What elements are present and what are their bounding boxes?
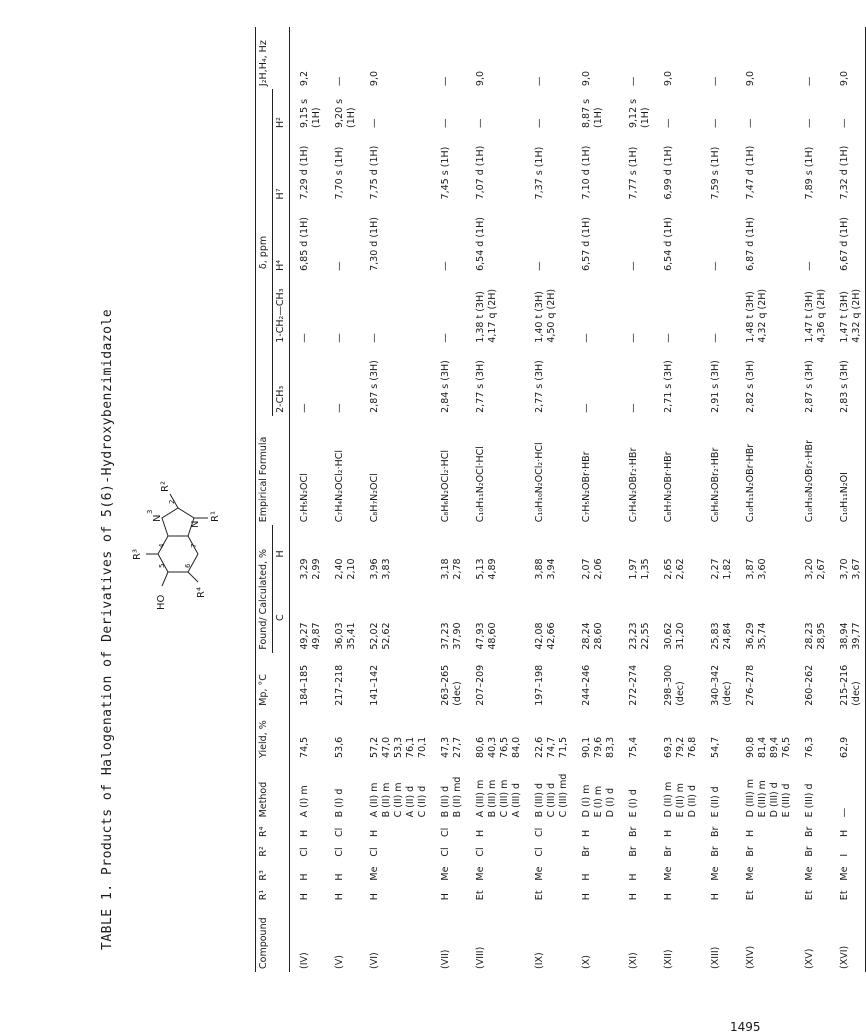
table-row: [466, 27, 525, 972]
cell-compound: (X): [581, 955, 592, 969]
cell-ch3: 2,87 s (3H): [804, 360, 815, 413]
r4-label: R⁴: [196, 587, 207, 598]
cell-h4: 7,30 d (1H): [369, 217, 380, 271]
cell-j: —: [334, 76, 345, 87]
cell-method: A (II) m B (II) m C (II) m A (II) d C (II) d: [369, 782, 428, 818]
table-row: [701, 27, 736, 972]
cell-mp: 244–246: [581, 664, 592, 706]
cell-yield: 57,2 47,0 53,3 76,1 70,1: [369, 736, 428, 758]
cell-r1: H: [581, 893, 592, 901]
cell-ch3: 2,83 s (3H): [830, 346, 866, 416]
cell-ch3: —: [334, 403, 345, 413]
cell-compound: (XI): [628, 952, 639, 969]
cell-ch3: —: [581, 403, 592, 413]
position-5-label: 5: [158, 563, 166, 568]
cell-r2: Br: [628, 846, 639, 857]
cell-r2: Br: [663, 846, 674, 857]
cell-h2: 8,87 s (1H): [581, 98, 604, 129]
cell-h2: —: [745, 118, 756, 129]
table-row: [290, 27, 326, 972]
cell-r3: H: [299, 873, 310, 881]
cell-mp: 141–142: [369, 664, 380, 706]
cell-formula: C₈H₇N₂OCl: [369, 473, 380, 523]
cell-r1: H: [628, 893, 639, 901]
cell-r2: Cl: [534, 847, 545, 857]
cell-formula: C₇H₄N₂OBr₂·HBr: [628, 447, 639, 523]
cell-r1: H: [369, 893, 380, 901]
cell-ch3: 2,77 s (3H): [534, 360, 545, 413]
cell-r4: Br: [804, 826, 815, 838]
cell-formula: C₁₀H₁₀N₂OCl₂·HCl: [534, 442, 545, 523]
cell-h7: 7,10 d (1H): [581, 145, 592, 200]
cell-r2: Br: [710, 846, 721, 857]
cell-h4: 6,67 d (1H): [830, 202, 866, 273]
header-hydrogen: H: [273, 525, 290, 582]
position-2-label: 2: [168, 499, 176, 504]
cell-mp: 217–218: [334, 664, 345, 706]
cell-h: 3,20 2,67: [804, 558, 827, 580]
header-coupling-constant: J₂H,H₄, Hz: [256, 27, 290, 89]
cell-ethyl: —: [581, 333, 592, 343]
cell-r1: Et: [745, 890, 756, 901]
table-row: [830, 27, 866, 972]
cell-h: 2,65 2,62: [663, 558, 686, 580]
cell-mp: 298–300 (dec): [663, 664, 686, 706]
cell-h7: 7,47 d (1H): [745, 145, 756, 200]
cell-h: 5,13 4,89: [475, 558, 498, 580]
cell-h2: —: [440, 118, 451, 129]
cell-r3: H: [581, 873, 592, 881]
table-row: [431, 27, 466, 972]
cell-ethyl: —: [334, 333, 345, 343]
cell-compound: (VII): [440, 949, 451, 969]
cell-h7: 7,89 s (1H): [804, 146, 815, 200]
header-empirical-formula: Empirical Formula: [256, 416, 290, 525]
cell-r3: Me: [369, 866, 380, 881]
cell-h7: 7,07 d (1H): [475, 145, 486, 200]
cell-c: 30,62 31,20: [663, 622, 686, 650]
table-row: [619, 27, 654, 972]
cell-method: A (I) m: [299, 785, 310, 818]
cell-r3: Me: [710, 866, 721, 881]
cell-compound: (IV): [299, 952, 310, 969]
cell-ch3: 2,77 s (3H): [475, 360, 486, 413]
cell-r3: H: [334, 873, 345, 881]
cell-r4: Br: [710, 826, 721, 838]
cell-h4: 6,85 d (1H): [299, 217, 310, 271]
cell-formula: C₇H₅N₂OCl: [299, 473, 310, 523]
cell-j: 9,0: [581, 70, 592, 87]
cell-c: 36,29 35,74: [745, 622, 768, 650]
cell-h: 2,40 2,10: [334, 558, 357, 580]
cell-h7: 7,77 s (1H): [628, 146, 639, 200]
header-mp: Mp, °C: [256, 653, 290, 709]
cell-r4: Cl: [334, 827, 345, 838]
cell-h7: 7,70 s (1H): [334, 146, 345, 200]
cell-r4: H: [475, 829, 486, 838]
header-chemical-shift: δ, ppm: [256, 89, 273, 416]
cell-h2: —: [534, 118, 545, 129]
header-ethyl: 1-CH₂—CH₃: [273, 274, 290, 346]
cell-c: 47,93 48,60: [475, 622, 498, 650]
cell-h7: 6,99 d (1H): [663, 145, 674, 200]
header-r3: R³: [256, 860, 290, 884]
table-row: [325, 27, 360, 972]
position-7-label: 7: [190, 543, 198, 548]
cell-r2: Cl: [369, 847, 380, 857]
cell-compound: (IX): [534, 952, 545, 969]
cell-j: —: [628, 76, 639, 87]
cell-method: B (II) d B (II) md: [440, 776, 463, 818]
cell-r2: Br: [804, 846, 815, 857]
cell-r1: Et: [475, 890, 486, 901]
cell-compound: (VIII): [475, 946, 486, 969]
cell-h4: 6,87 d (1H): [745, 217, 756, 271]
cell-j: —: [534, 76, 545, 87]
cell-yield: 76,3: [804, 736, 815, 758]
cell-j: —: [804, 76, 815, 87]
cell-formula: C₇H₅N₂OBr·HBr: [581, 451, 592, 523]
cell-ethyl: 1,40 t (3H) 4,50 q (2H): [534, 288, 557, 343]
header-h7: H⁷: [273, 131, 290, 202]
cell-yield: 22,6 74,7 71,5: [534, 736, 569, 758]
table-row: [525, 27, 572, 972]
halogenation-products-table: [255, 27, 866, 972]
cell-r2: I: [830, 840, 866, 860]
table-body: [290, 27, 866, 972]
cell-yield: 47,3 27,7: [440, 736, 463, 758]
cell-mp: 263–265 (dec): [440, 664, 463, 706]
r3-label: R³: [132, 549, 143, 560]
cell-h4: —: [334, 261, 345, 271]
cell-method: D (II) m E (II) m D (II) d: [663, 781, 698, 818]
cell-method: E (I) d: [628, 789, 639, 818]
cell-h2: —: [475, 118, 486, 129]
cell-r4: H: [663, 829, 674, 838]
cell-ch3: 2,91 s (3H): [710, 360, 721, 413]
cell-method: E (II) d: [710, 786, 721, 818]
cell-j: 9,0: [830, 27, 866, 89]
cell-ethyl: —: [710, 333, 721, 343]
cell-ch3: —: [299, 403, 310, 413]
cell-ethyl: —: [663, 333, 674, 343]
cell-h2: —: [830, 89, 866, 131]
r2-label: R²: [160, 481, 171, 492]
cell-c: 52,02 52,62: [369, 622, 392, 650]
cell-ch3: 2,87 s (3H): [369, 360, 380, 413]
cell-h2: 9,15 s (1H): [299, 98, 322, 129]
cell-r4: H: [299, 829, 310, 838]
cell-j: —: [710, 76, 721, 87]
cell-method: D (III) m E (III) m D (III) d E (III) d: [745, 778, 792, 818]
cell-formula: C₇H₄N₂OCl₂·HCl: [334, 449, 345, 523]
cell-h: 3,96 3,83: [369, 558, 392, 580]
cell-r1: H: [710, 893, 721, 901]
cell-method: —: [830, 761, 866, 820]
cell-r3: Me: [830, 860, 866, 884]
cell-compound: (XVI): [830, 903, 866, 972]
cell-h: 3,87 3,60: [745, 558, 768, 580]
cell-r4: H: [369, 829, 380, 838]
cell-r4: H: [745, 829, 756, 838]
cell-mp: 215–216 (dec): [830, 653, 866, 709]
cell-h4: —: [804, 261, 815, 271]
cell-mp: 276–278: [745, 664, 756, 706]
cell-h: 3,70 3,67: [830, 525, 866, 582]
cell-h2: —: [663, 118, 674, 129]
cell-c: 49,27 49,87: [299, 622, 322, 650]
header-compound: Compound: [256, 903, 290, 972]
cell-ethyl: 1,48 t (3H) 4,32 q (2H): [745, 288, 768, 343]
cell-h2: 9,20 s (1H): [334, 98, 357, 129]
cell-r1: Et: [830, 884, 866, 904]
table-row: [654, 27, 701, 972]
cell-ch3: —: [628, 403, 639, 413]
cell-h4: 6,54 d (1H): [475, 217, 486, 271]
cell-method: B (I) d: [334, 788, 345, 818]
cell-yield: 53,6: [334, 736, 345, 758]
cell-compound: (VI): [369, 952, 380, 969]
position-3-label: 3: [146, 509, 154, 514]
cell-yield: 75,4: [628, 736, 639, 758]
hydroxy-label: HO: [156, 594, 167, 610]
cell-r1: H: [334, 893, 345, 901]
cell-ethyl: —: [628, 333, 639, 343]
cell-j: —: [440, 76, 451, 87]
cell-compound: (V): [334, 955, 345, 969]
cell-h4: —: [440, 261, 451, 271]
cell-r1: Et: [804, 890, 815, 901]
cell-mp: 207–209: [475, 664, 486, 706]
cell-r4: Cl: [534, 827, 545, 838]
n1-label: N: [190, 520, 201, 528]
cell-mp: 197–198: [534, 664, 545, 706]
cell-j: 9,2: [299, 70, 310, 87]
cell-ethyl: 1,47 t (3H) 4,36 q (2H): [804, 288, 827, 343]
cell-ch3: 2,84 s (3H): [440, 360, 451, 413]
cell-r1: H: [663, 893, 674, 901]
cell-h4: 6,54 d (1H): [663, 217, 674, 271]
cell-formula: C₁₀H₁₁N₂OI: [830, 416, 866, 525]
cell-h7: 7,29 d (1H): [299, 145, 310, 200]
cell-ch3: 2,71 s (3H): [663, 360, 674, 413]
header-h2: H²: [273, 89, 290, 131]
header-r2: R²: [256, 840, 290, 860]
cell-formula: C₁₀H₁₀N₂OBr₂·HBr: [804, 440, 815, 523]
table-row: [736, 27, 795, 972]
cell-r2: Cl: [440, 847, 451, 857]
table-row: [360, 27, 431, 972]
cell-r2: Cl: [475, 847, 486, 857]
cell-h: 3,18 2,78: [440, 558, 463, 580]
header-method: Method: [256, 761, 290, 820]
cell-yield: 90,1 79,6 83,3: [581, 736, 616, 758]
cell-yield: 80,6 40,3 76,5 84,0: [475, 736, 522, 758]
cell-formula: C₁₀H₁₁N₂OBr·HBr: [745, 443, 756, 523]
cell-h: 1,97 1,35: [628, 558, 651, 580]
cell-r1: H: [299, 893, 310, 901]
cell-c: 38,94 39,77: [830, 583, 866, 653]
cell-h4: 6,57 d (1H): [581, 217, 592, 271]
cell-h4: —: [710, 261, 721, 271]
cell-r1: Et: [534, 890, 545, 901]
cell-h2: 9,12 s (1H): [628, 98, 651, 129]
header-r4: R⁴: [256, 820, 290, 840]
cell-j: 9,0: [369, 70, 380, 87]
cell-mp: 340–342 (dec): [710, 664, 733, 706]
cell-h4: —: [534, 261, 545, 271]
cell-r3: Me: [534, 866, 545, 881]
cell-ethyl: —: [369, 333, 380, 343]
header-2-methyl: 2-CH₃: [273, 346, 290, 416]
header-yield: Yield, %: [256, 709, 290, 761]
cell-compound: (XIII): [710, 946, 721, 969]
cell-c: 28,23 28,95: [804, 622, 827, 650]
cell-r4: H: [830, 820, 866, 840]
cell-j: 9,0: [663, 70, 674, 87]
cell-h2: —: [710, 118, 721, 129]
cell-r3: Me: [440, 866, 451, 881]
cell-method: B (III) d C (III) d C (III) md: [534, 773, 569, 818]
cell-ethyl: —: [440, 333, 451, 343]
r1-label: R¹: [210, 511, 221, 522]
position-4-label: 4: [158, 543, 166, 548]
cell-r3: Me: [663, 866, 674, 881]
cell-c: 28,24 28,60: [581, 622, 604, 650]
structural-formula: [128, 462, 228, 612]
cell-formula: C₁₀H₁₁N₂OCl·HCl: [475, 446, 486, 523]
cell-c: 23,23 22,55: [628, 622, 651, 650]
header-found-calculated: Found/ Calculated, %: [256, 525, 273, 652]
cell-r4: H: [581, 829, 592, 838]
cell-yield: 69,3 79,2 76,8: [663, 736, 698, 758]
cell-h2: —: [369, 118, 380, 129]
cell-ethyl: —: [299, 333, 310, 343]
cell-r3: H: [628, 873, 639, 881]
cell-c: 25,83 24,84: [710, 622, 733, 650]
cell-r3: Me: [804, 866, 815, 881]
benzimidazole-ring-diagram: [128, 462, 228, 612]
cell-r1: H: [440, 893, 451, 901]
cell-h4: —: [628, 261, 639, 271]
cell-ethyl: 1,47 t (3H) 4,32 q (2H): [830, 274, 866, 346]
cell-h7: 7,75 d (1H): [369, 145, 380, 200]
cell-compound: (XII): [663, 949, 674, 969]
cell-method: D (I) m E (I) m D (I) d: [581, 784, 616, 818]
header-carbon: C: [273, 583, 290, 653]
header-r1: R¹: [256, 884, 290, 904]
cell-r2: Cl: [299, 847, 310, 857]
cell-h7: 7,59 s (1H): [710, 146, 721, 200]
cell-formula: C₈H₇N₂OBr·HBr: [663, 451, 674, 523]
cell-r2: Br: [745, 846, 756, 857]
cell-compound: (XIV): [745, 945, 756, 969]
cell-yield: 54,7: [710, 736, 721, 758]
cell-r3: Me: [475, 866, 486, 881]
cell-compound: (XV): [804, 948, 815, 969]
cell-r3: Me: [745, 866, 756, 881]
position-6-label: 6: [184, 563, 192, 568]
cell-r4: Cl: [440, 827, 451, 838]
table-caption: TABLE 1. Products of Halogenation of Derivatives of 5(6)-Hydroxybenzimidazole: [100, 308, 115, 950]
cell-formula: C₈H₆N₂OBr₂·HBr: [710, 447, 721, 523]
cell-h: 3,88 3,94: [534, 558, 557, 580]
cell-r2: Cl: [334, 847, 345, 857]
cell-ch3: 2,82 s (3H): [745, 360, 756, 413]
cell-h: 2,27 1,82: [710, 558, 733, 580]
cell-ethyl: 1,38 t (3H) 4,17 q (2H): [475, 288, 498, 343]
cell-mp: 272–274: [628, 664, 639, 706]
cell-yield: 90,8 81,4 89,4 76,5: [745, 736, 792, 758]
cell-h7: 7,45 s (1H): [440, 146, 451, 200]
n3-label: N: [152, 514, 163, 522]
page-number: 1495: [730, 1020, 761, 1034]
cell-j: 9,0: [475, 70, 486, 87]
cell-formula: C₈H₆N₂OCl₂·HCl: [440, 449, 451, 523]
cell-c: 36,03 35,41: [334, 622, 357, 650]
cell-mp: 184–185: [299, 664, 310, 706]
header-h4: H⁴: [273, 202, 290, 273]
cell-yield: 62,9: [830, 709, 866, 761]
table-row: [795, 27, 830, 972]
cell-c: 42,08 42,66: [534, 622, 557, 650]
cell-r4: Br: [628, 826, 639, 838]
cell-method: E (III) d: [804, 783, 815, 818]
cell-r2: Br: [581, 846, 592, 857]
cell-h7: 7,37 s (1H): [534, 146, 545, 200]
cell-h7: 7,32 d (1H): [830, 131, 866, 202]
cell-h: 3,29 2,99: [299, 558, 322, 580]
cell-method: A (III) m B (III) m C (III) m A (III) d: [475, 779, 522, 818]
cell-mp: 260–262: [804, 664, 815, 706]
cell-c: 37,23 37,90: [440, 622, 463, 650]
cell-h: 2,07 2,06: [581, 558, 604, 580]
cell-h2: —: [804, 118, 815, 129]
cell-yield: 74,5: [299, 736, 310, 758]
table-row: [572, 27, 619, 972]
cell-j: 9,0: [745, 70, 756, 87]
